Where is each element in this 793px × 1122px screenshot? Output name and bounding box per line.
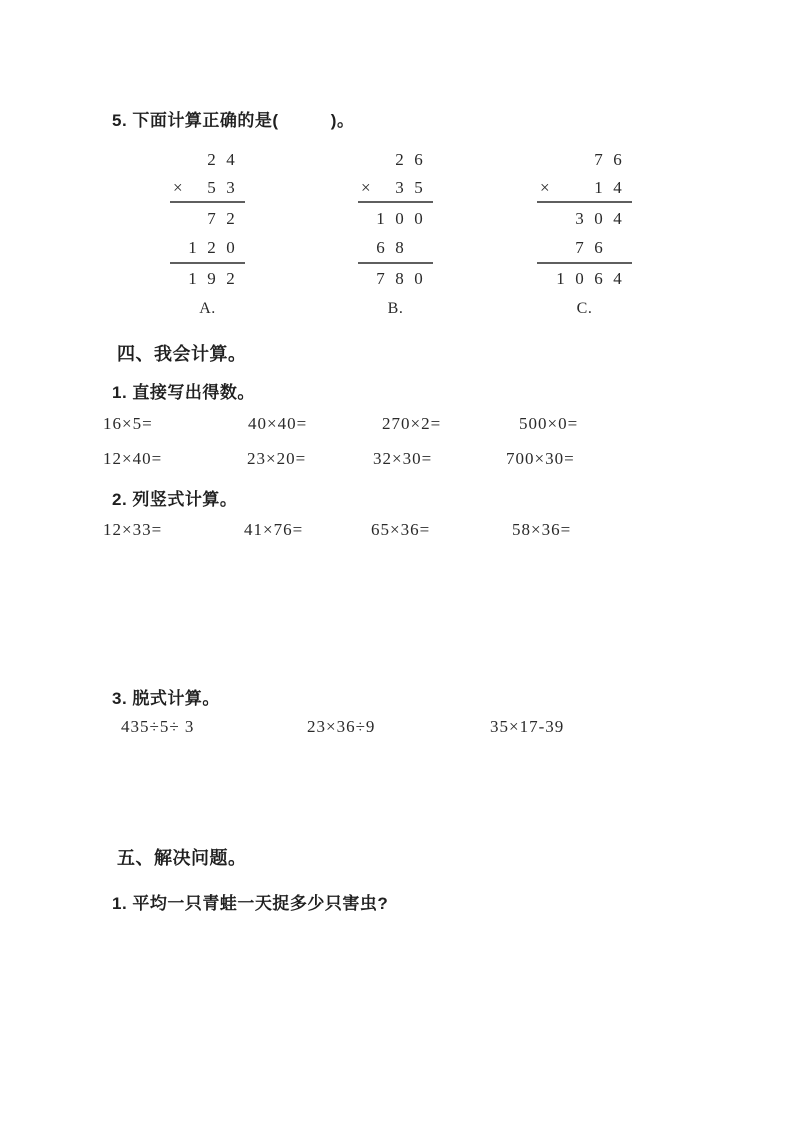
digit: 7 <box>376 269 385 288</box>
digit: 6 <box>594 238 603 257</box>
direct-calculation-row-2-item-2: 23×20= <box>247 449 307 468</box>
digit: 3 <box>226 178 235 197</box>
digit: 4 <box>613 208 622 228</box>
question5-title: 5. 下面计算正确的是( )。 <box>112 111 355 130</box>
vertical-calculation-row-item-4: 58×36= <box>512 520 572 539</box>
digit: 1 <box>594 178 603 197</box>
digit: 7 <box>594 150 603 169</box>
direct-calculation-row-1-item-1: 16×5= <box>103 414 153 433</box>
partial-product-1-row <box>170 203 245 234</box>
digit: 1 <box>556 269 565 288</box>
vertical-calculation-heading: 2. 列竖式计算。 <box>112 490 238 509</box>
direct-calculation-row-2-item-3: 32×30= <box>373 449 433 468</box>
partial-product-1-row <box>537 203 632 234</box>
digit: 2 <box>207 150 216 169</box>
multiplicand-row <box>358 145 433 175</box>
multiplier-row <box>170 175 245 203</box>
digit: 0 <box>226 238 235 257</box>
partial-product-2-row <box>358 234 433 264</box>
section-five-heading: 五、解决问题。 <box>117 848 247 868</box>
stepwise-calculation-row-item-2: 23×36÷9 <box>307 717 376 736</box>
digit: 1 <box>376 208 385 228</box>
digit: 8 <box>395 238 404 257</box>
digit: 3 <box>395 178 404 197</box>
digit: 0 <box>414 269 423 288</box>
mult-option-B <box>358 145 433 318</box>
multiplication-sign-icon: × <box>540 178 550 197</box>
mult-option-C <box>537 145 632 318</box>
partial-product-2-row <box>170 234 245 264</box>
digit: 2 <box>395 150 404 169</box>
digit: 3 <box>575 208 584 228</box>
multiplier-row <box>358 175 433 203</box>
vertical-calculation-row-item-1: 12×33= <box>103 520 163 539</box>
digit: 5 <box>207 178 216 197</box>
digit: 5 <box>414 178 423 197</box>
section-four-heading: 四、我会计算。 <box>117 344 247 364</box>
stepwise-calculation-row-item-3: 35×17-39 <box>490 717 565 736</box>
direct-calculation-row-2-item-1: 12×40= <box>103 449 163 468</box>
word-problem-1: 1. 平均一只青蛙一天捉多少只害虫? <box>112 894 389 913</box>
multiplication-sign-icon: × <box>361 178 371 197</box>
direct-calculation-row-2-item-4: 700×30= <box>506 449 575 468</box>
vertical-calculation-row-item-2: 41×76= <box>244 520 304 539</box>
stepwise-calculation-heading: 3. 脱式计算。 <box>112 689 220 708</box>
partial-product-1-row <box>358 203 433 234</box>
option-label: B. <box>387 300 404 317</box>
digit: 0 <box>594 208 603 228</box>
stepwise-calculation-row-item-1: 435÷5÷ 3 <box>121 717 195 736</box>
multiplicand-row <box>170 145 245 175</box>
product-row <box>358 264 433 294</box>
digit: 2 <box>226 269 235 288</box>
partial-product-2-row <box>537 234 632 264</box>
option-label: C. <box>576 300 593 317</box>
digit: 6 <box>613 150 622 169</box>
direct-calculation-row-1-item-4: 500×0= <box>519 414 579 433</box>
digit: 6 <box>376 238 385 257</box>
vertical-calculation-row-item-3: 65×36= <box>371 520 431 539</box>
digit: 4 <box>226 150 235 169</box>
digit: 4 <box>613 178 622 197</box>
digit: 2 <box>226 208 235 228</box>
product-row <box>170 264 245 294</box>
digit: 9 <box>207 269 216 288</box>
multiplicand-row <box>537 145 632 175</box>
direct-calculation-row-1-item-3: 270×2= <box>382 414 442 433</box>
multiplication-sign-icon: × <box>173 178 183 197</box>
digit: 1 <box>188 238 197 257</box>
product-row <box>537 264 632 294</box>
digit: 7 <box>207 208 216 228</box>
digit: 2 <box>207 238 216 257</box>
digit: 6 <box>414 150 423 169</box>
direct-calculation-heading: 1. 直接写出得数。 <box>112 383 255 402</box>
direct-calculation-row-1-item-2: 40×40= <box>248 414 308 433</box>
mult-option-A <box>170 145 245 318</box>
digit: 6 <box>594 269 603 288</box>
digit: 1 <box>188 269 197 288</box>
digit: 4 <box>613 269 622 288</box>
digit: 7 <box>575 238 584 257</box>
digit: 0 <box>414 208 423 228</box>
digit: 0 <box>575 269 584 288</box>
option-label: A. <box>199 300 216 317</box>
digit: 8 <box>395 269 404 288</box>
multiplier-row <box>537 175 632 203</box>
digit: 0 <box>395 208 404 228</box>
